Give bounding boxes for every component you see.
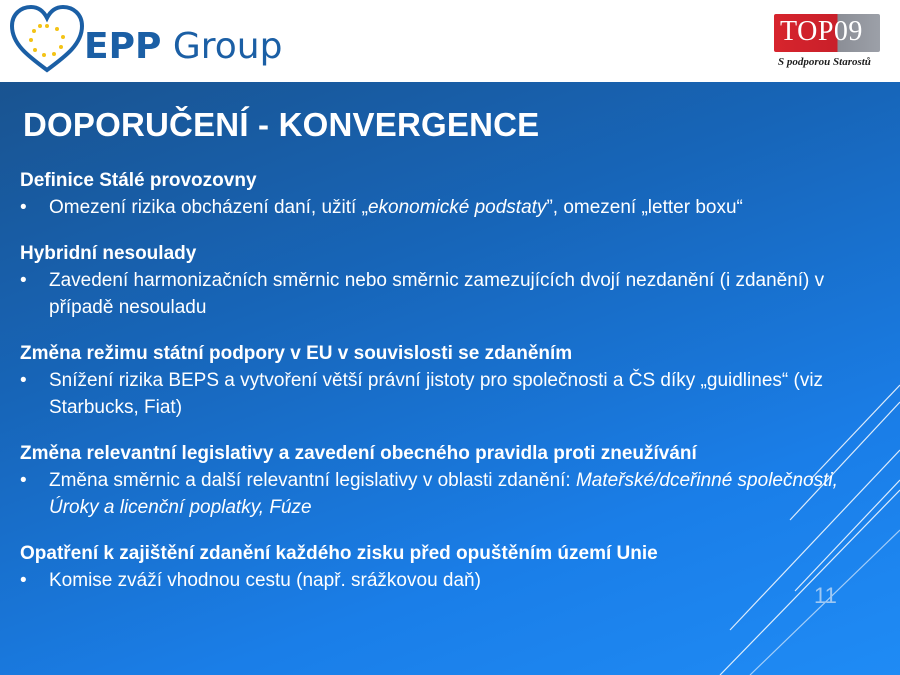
bullet-text-emphasis: ekonomické podstaty [367,197,547,218]
bullet-text: Komise zváží vhodnou cestu (např. srážkovou daň) [49,570,481,591]
bullet-glyph: • [20,570,27,591]
epp-wordmark-bold: EPP [84,26,162,67]
epp-wordmark-regular: Group [161,26,283,67]
section-heading: Změna relevantní legislativy a zavedení obecného pravidla proti zneužívání [20,443,697,464]
section-heading: Definice Stálé provozovny [20,170,257,191]
heart-stars-icon [8,4,86,76]
slide-title: DOPORUČENÍ - KONVERGENCE [23,106,540,143]
bullet-text-part: Omezení rizika obcházení daní, užití „ [49,197,368,218]
bullet-glyph: • [20,270,27,291]
bullet-item [20,194,880,221]
section-permanent-establishment [20,167,880,221]
bullet-text-emphasis: Mateřské/dceřinné společnosti, Úroky a licenční poplatky, Fúze [49,470,838,518]
bullet-glyph: • [20,470,27,491]
top09-wordmark: TOP09 [780,16,863,47]
section-heading: Změna režimu státní podpory v EU v souvislosti se zdaněním [20,343,573,364]
bullet-text: Snížení rizika BEPS a vytvoření větší právní jistoty pro společnosti a ČS díky „guidlines“ (viz Starbucks, Fiat) [49,370,824,418]
epp-group-wordmark [84,26,282,67]
bullet-text-part: ”, omezení „letter boxu“ [546,197,743,218]
bullet-glyph: • [20,197,27,218]
top09-logo-box [774,14,880,52]
page-number: 11 [814,583,837,608]
top09-tagline: S podporou Starostů [778,56,871,68]
top09-logo [774,14,880,70]
section-heading: Hybridní nesoulady [20,243,197,264]
header-bar [0,0,900,82]
bullet-text: Zavedení harmonizačních směrnic nebo směrnic zamezujících dvojí nezdanění (i zdanění) v případě nesouladu [49,270,825,318]
bullet-item [20,267,880,321]
bullet-glyph: • [20,370,27,391]
decorative-lines [600,380,900,675]
section-heading: Opatření k zajištění zdanění každého zisku před opuštěním území Unie [20,543,658,564]
epp-group-logo [8,4,298,78]
section-hybrid-mismatches [20,240,880,321]
bullet-text-part: Změna směrnic a další relevantní legislativy v oblasti zdanění: [49,470,576,491]
